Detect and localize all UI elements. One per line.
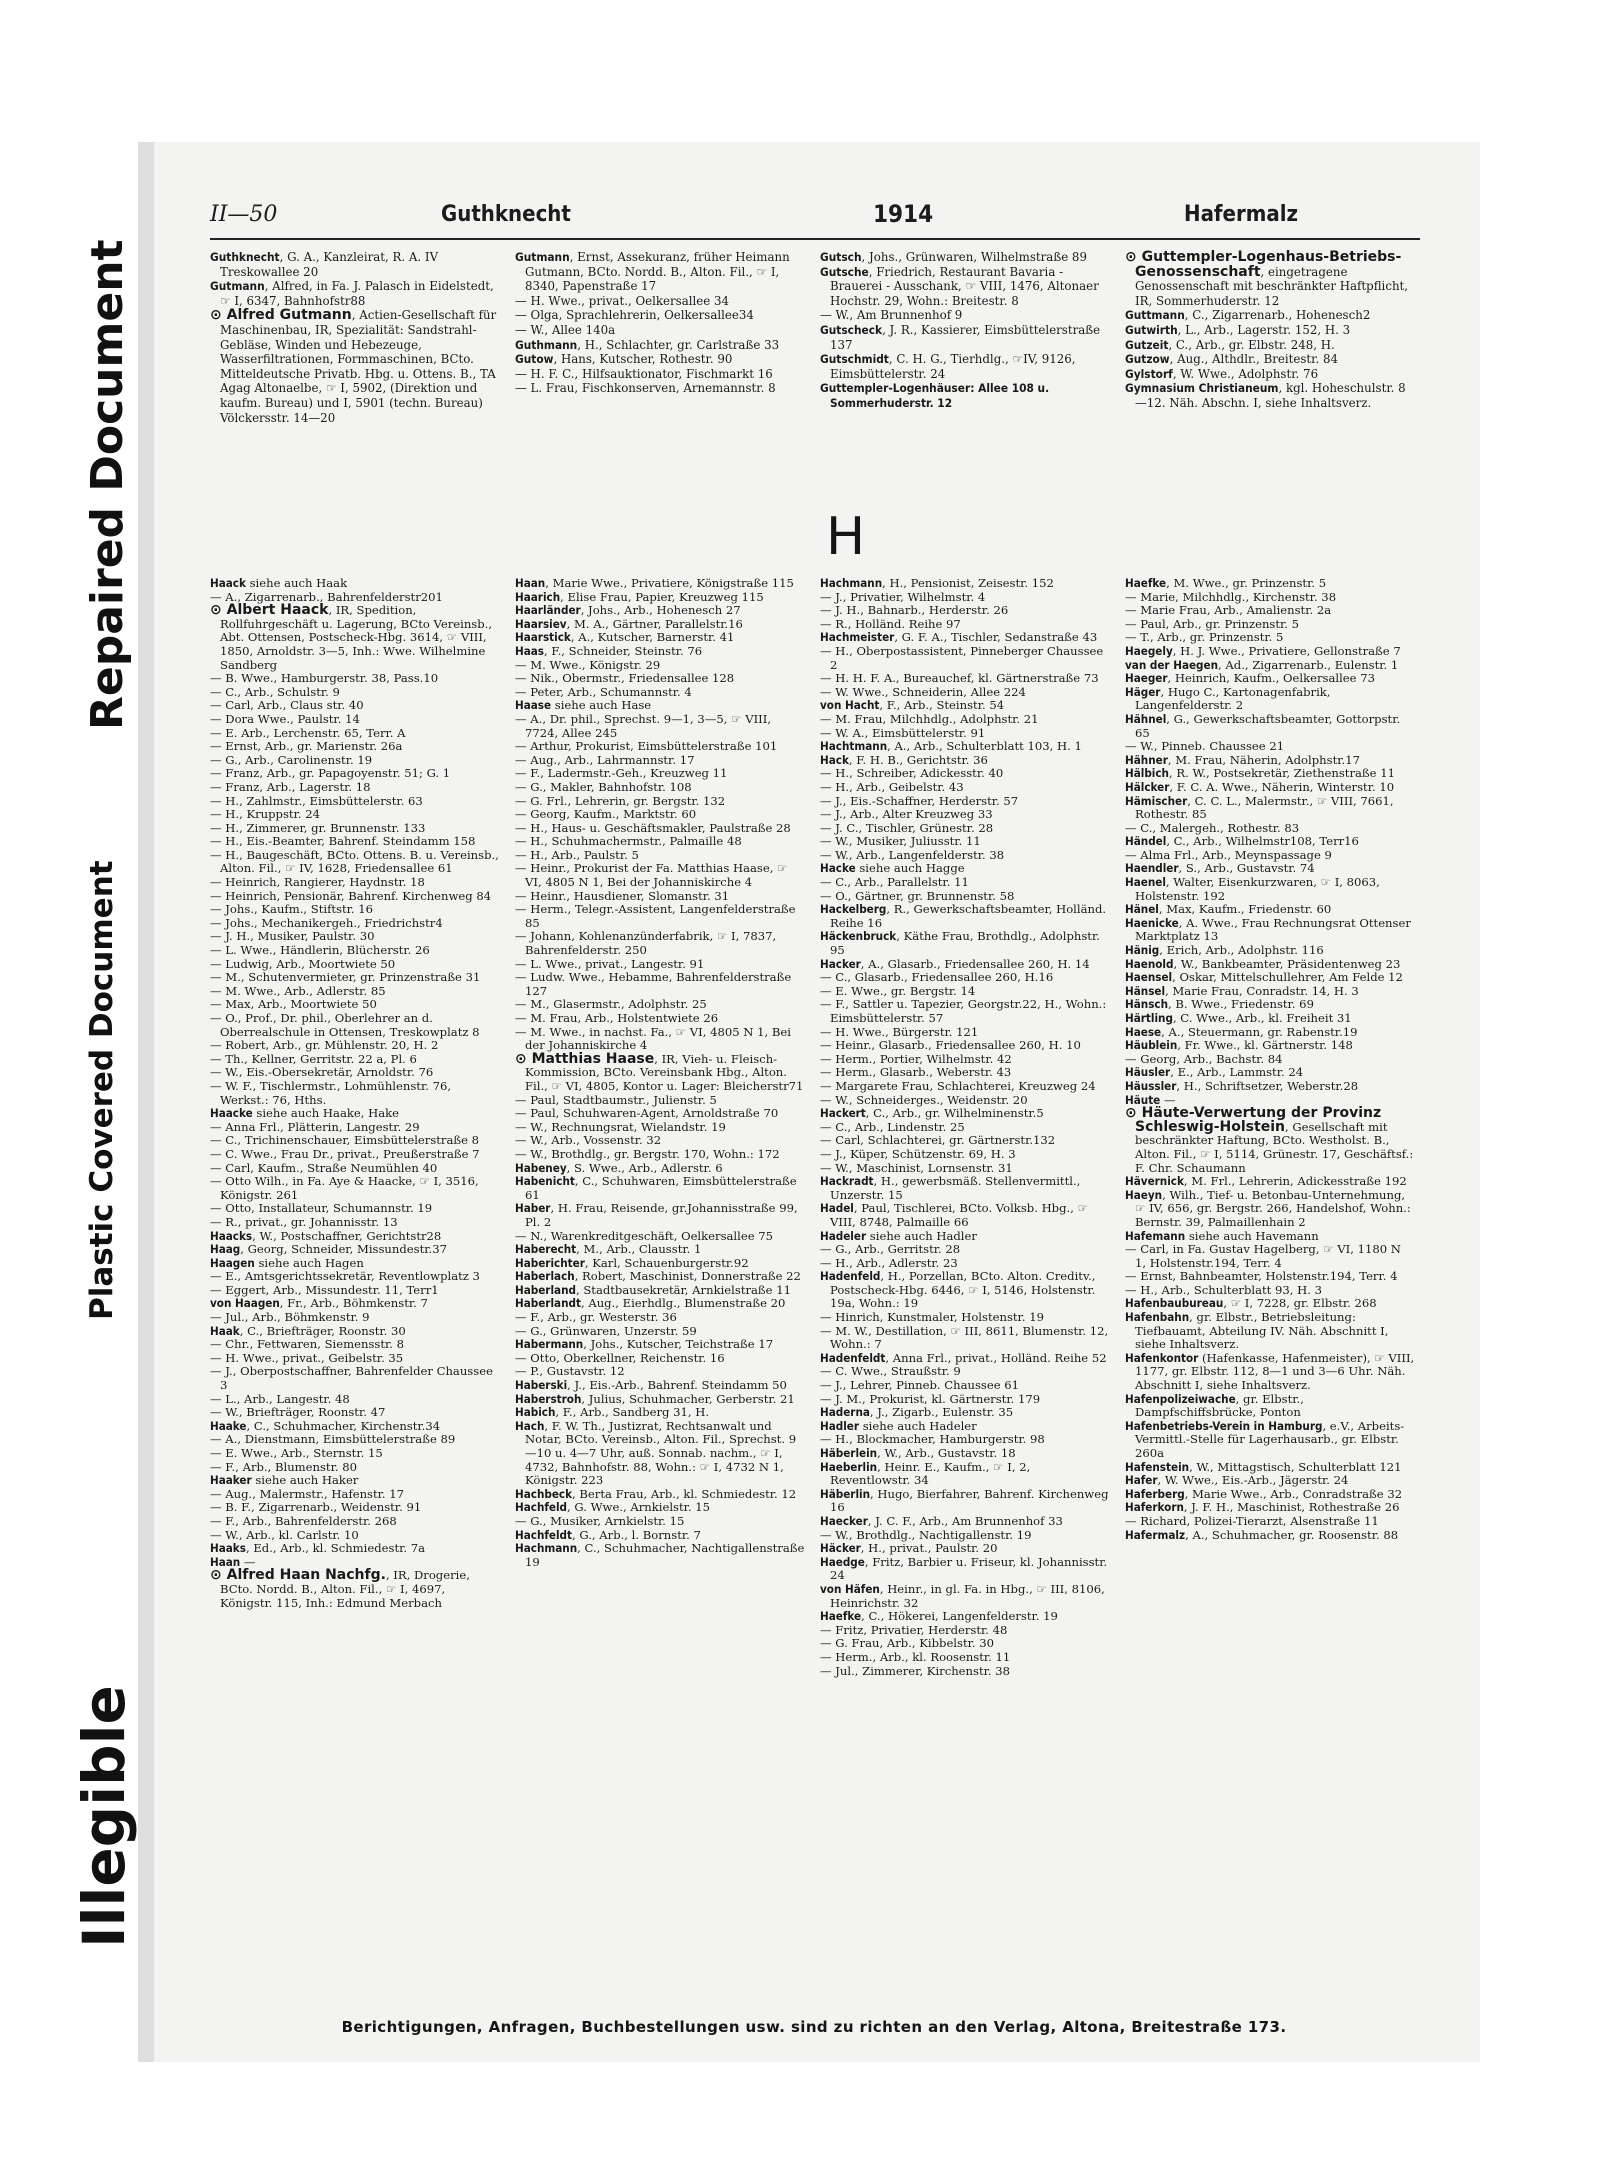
page-header: [210, 198, 1420, 234]
directory-entry: Gutow, Hans, Kutscher, Rothestr. 90: [515, 352, 733, 367]
directory-entry: Hacke siehe auch Hagge: [820, 861, 965, 876]
main-column-4: [1125, 577, 1415, 1997]
directory-entry: Haberstroh, Julius, Schuhmacher, Gerberstr. 21: [515, 1391, 795, 1406]
directory-entry: Häberlein, W., Arb., Gustavstr. 18: [820, 1446, 1016, 1460]
directory-entry: — M. Frau, Arb., Holstentwiete 26: [515, 1011, 719, 1025]
directory-entry: — L. Wwe., Händlerin, Blücherstr. 26: [210, 943, 430, 958]
directory-entry: — H. Wwe., privat., Geibelstr. 35: [210, 1350, 404, 1365]
directory-entry: — Olga, Sprachlehrerin, Oelkersallee34: [515, 308, 754, 323]
directory-entry: — C., Arb., Schulstr. 9: [210, 684, 340, 699]
directory-entry: Hälcker, F. C. A. Wwe., Näherin, Winterstr. 10: [1125, 779, 1395, 794]
directory-entry: — C. Wwe., Frau Dr., privat., Preußerstraße 7: [210, 1146, 480, 1161]
directory-entry: — M., Glasermstr., Adolphstr. 25: [515, 997, 707, 1012]
directory-entry: — N., Warenkreditgeschäft, Oelkersallee 75: [515, 1228, 774, 1243]
directory-entry: Hänig, Erich, Arb., Adolphstr. 116: [1125, 943, 1324, 958]
directory-entry: — Ludwig, Arb., Moortwiete 50: [210, 956, 396, 971]
directory-entry: Gutsche, Friedrich, Restaurant Bavaria - Brauerei - Ausschank, ☞ VIII, 1476, Altonaer Hochstr. 29, Wohn.: Breitestr. 8: [820, 264, 1099, 308]
directory-entry: Hafenbaubureau, ☞ I, 7228, gr. Elbstr. 268: [1125, 1296, 1377, 1311]
directory-entry: Gymnasium Christianeum, kgl. Hoheschulstr. 8—12. Näh. Abschn. I, siehe Inhaltsverz.: [1125, 381, 1406, 410]
directory-entry: Haenold, W., Bankbeamter, Präsidentenweg 23: [1125, 956, 1401, 971]
directory-entry: ⊙ Alfred Gutmann, Actien-Gesellschaft für Maschinenbau, IR, Spezialität: Sandstrahl-Gebläse, Winden und Hebezeuge, Wasserfiltrationen, Formmaschinen, BCto. Mitteldeutsche Privatb. Hbg. u. Ottens. B., TA Agag Altonaelbe, ☞ I, 5902, (Direktion und kaufm. Bureau) und I, 5901 (techn. Bureau) Völckersstr. 14—20: [210, 307, 497, 425]
directory-entry: — Franz, Arb., Lagerstr. 18: [210, 779, 371, 794]
directory-entry: — Arthur, Prokurist, Eimsbüttelerstraße 101: [515, 739, 778, 754]
directory-entry: Hachmann, C., Schuhmacher, Nachtigallenstraße 19: [515, 1541, 805, 1569]
directory-entry: Hachtmann, A., Arb., Schulterblatt 103, H. 1: [820, 739, 1082, 754]
directory-entry: — Ernst, Arb., gr. Marienstr. 26a: [210, 739, 403, 754]
directory-entry: Gutsch, Johs., Grünwaren, Wilhelmstraße 89: [820, 250, 1087, 264]
directory-entry: — G., Grünwaren, Unzerstr. 59: [515, 1323, 697, 1338]
directory-entry: — Nik., Obermstr., Friedensallee 128: [515, 671, 735, 686]
directory-entry: Habich, F., Arb., Sandberg 31, H.: [515, 1405, 710, 1420]
directory-entry: — M. W., Destillation, ☞ III, 8611, Blumenstr. 12, Wohn.: 7: [820, 1323, 1109, 1352]
directory-entry: — Otto, Installateur, Schumannstr. 19: [210, 1201, 433, 1216]
directory-entry: — C., Trichinenschauer, Eimsbüttelerstraße 8: [210, 1133, 480, 1148]
directory-entry: — Heinr., Glasarb., Friedensallee 260, H. 10: [820, 1038, 1081, 1053]
directory-entry: — W., Brothdlg., gr. Bergstr. 170, Wohn.: 172: [515, 1146, 780, 1161]
directory-entry: Haensel, Oskar, Mittelschullehrer, Am Felde 12: [1125, 970, 1403, 985]
directory-entry: Häusler, E., Arb., Lammstr. 24: [1125, 1065, 1304, 1080]
directory-entry: von Hacht, F., Arb., Steinstr. 54: [820, 698, 1005, 713]
directory-entry: Häckenbruck, Käthe Frau, Brothdlg., Adolphstr. 95: [820, 929, 1100, 958]
directory-entry: Hadel, Paul, Tischlerei, BCto. Volksb. Hbg., ☞ VIII, 8748, Palmaille 66: [820, 1201, 1088, 1229]
directory-entry: — W. Wwe., Schneiderin, Allee 224: [820, 684, 1026, 699]
directory-entry: — G., Arb., Gerritstr. 28: [820, 1242, 961, 1257]
directory-entry: — E. Wwe., Arb., Sternstr. 15: [210, 1446, 383, 1460]
directory-entry: — Heinr., Hausdiener, Slomanstr. 31: [515, 888, 730, 903]
header-rule: [210, 238, 1420, 240]
main-column-2: [515, 577, 805, 1997]
directory-entry: Haagen siehe auch Hagen: [210, 1255, 364, 1270]
main-column-3: [820, 577, 1110, 1997]
directory-entry: — W. F., Tischlermstr., Lohmühlenstr. 76, Werkst.: 76, Hths.: [210, 1078, 452, 1107]
top-column-2: [515, 250, 805, 490]
directory-entry: Haberski, J., Eis.-Arb., Bahrenf. Steindamm 50: [515, 1378, 787, 1393]
directory-entry: Haberichter, Karl, Schauenburgerstr.92: [515, 1255, 749, 1270]
top-column-4: [1125, 250, 1415, 490]
directory-entry: Guttmann, C., Zigarrenarb., Hohenesch2: [1125, 308, 1371, 323]
directory-entry: Hachfeld, G. Wwe., Arnkielstr. 15: [515, 1500, 711, 1515]
directory-entry: Hafenbetriebs-Verein in Hamburg, e.V., Arbeits-Vermittl.-Stelle für Lagerhausarb., gr. Elbstr. 260a: [1125, 1418, 1405, 1460]
directory-entry: — T., Arb., gr. Prinzenstr. 5: [1125, 630, 1284, 645]
label-plastic-covered-document: Plastic Covered Document: [84, 860, 120, 1320]
publisher-footer: Berichtigungen, Anfragen, Buchbestellungen usw. sind zu richten an den Verlag, Altona, Breitestraße 173.: [341, 2018, 1287, 2036]
directory-entry: — Peter, Arb., Schumannstr. 4: [515, 684, 692, 699]
page-number: II—50: [210, 202, 278, 227]
directory-entry: Hävernick, M. Frl., Lehrerin, Adickesstraße 192: [1125, 1174, 1407, 1189]
label-repaired-document: Repaired Document: [82, 239, 133, 730]
directory-entry: — W., Musiker, Juliusstr. 11: [820, 834, 981, 849]
directory-entry: Hachfeldt, G., Arb., l. Bornstr. 7: [515, 1527, 701, 1542]
directory-entry: — Otto Wilh., in Fa. Aye & Haacke, ☞ I, 3516, Königstr. 261: [210, 1174, 479, 1202]
directory-entry: Haase siehe auch Hase: [515, 698, 652, 713]
directory-entry: — Ernst, Bahnbeamter, Holstenstr.194, Terr. 4: [1125, 1269, 1398, 1284]
directory-entry: — Carl, Arb., Claus str. 40: [210, 698, 364, 713]
directory-entry: — Dora Wwe., Paulstr. 14: [210, 711, 360, 726]
directory-entry: Haeyn, Wilh., Tief- u. Betonbau-Unternehmung, ☞ IV, 656, gr. Bergstr. 266, Handelshof, Wohn.: Bernstr. 39, Palmaillenhain 2: [1125, 1187, 1411, 1229]
directory-entry: Hähnel, G., Gewerkschaftsbeamter, Gottorpstr. 65: [1125, 711, 1401, 740]
directory-entry: Habenicht, C., Schuhwaren, Eimsbüttelerstraße 61: [515, 1174, 797, 1202]
directory-entry: — W., Schneiderges., Weidenstr. 20: [820, 1092, 1028, 1107]
directory-entry: Haan, Marie Wwe., Privatiere, Königstraße 115: [515, 577, 794, 590]
directory-entry: — H., Arb., Adlerstr. 23: [820, 1255, 958, 1270]
directory-entry: Häcker, H., privat., Paulstr. 20: [820, 1541, 998, 1556]
directory-entry: Guttempler-Logenhäuser: Allee 108 u. Sommerhuderstr. 12: [820, 381, 1050, 410]
directory-entry: — A., Zigarrenarb., Bahrenfelderstr201: [210, 589, 443, 604]
directory-entry: Hadler siehe auch Hadeler: [820, 1418, 977, 1433]
directory-entry: — M. Frau, Milchhdlg., Adolphstr. 21: [820, 711, 1039, 726]
directory-entry: — W., Eis.-Obersekretär, Arnoldstr. 76: [210, 1065, 434, 1080]
directory-entry: — J., Küper, Schützenstr. 69, H. 3: [820, 1146, 1016, 1161]
directory-entry: — H., Schuhmachermstr., Palmaille 48: [515, 834, 742, 849]
directory-entry: Haefke, M. Wwe., gr. Prinzenstr. 5: [1125, 577, 1327, 590]
directory-entry: Hadenfeldt, Anna Frl., privat., Holländ. Reihe 52: [820, 1350, 1107, 1365]
directory-entry: Haeberlin, Heinr. E., Kaufm., ☞ I, 2, Reventlowstr. 34: [820, 1459, 1031, 1488]
directory-entry: — W., Pinneb. Chaussee 21: [1125, 739, 1285, 754]
directory-entry: — M. Wwe., in nachst. Fa., ☞ VI, 4805 N 1, Bei der Johanniskirche 4: [515, 1024, 791, 1053]
label-illegible: Illegible: [70, 1685, 138, 1948]
directory-entry: — W., Arb., Langenfelderstr. 38: [820, 847, 1005, 862]
directory-entry: — W., Brothdlg., Nachtigallenstr. 19: [820, 1527, 1032, 1542]
directory-entry: Haegely, H. J. Wwe., Privatiere, Gellonstraße 7: [1125, 643, 1401, 658]
directory-entry: — W. A., Eimsbüttelerstr. 91: [820, 725, 986, 740]
directory-entry: — O., Gärtner, gr. Brunnenstr. 58: [820, 888, 1015, 903]
header-last-entry: Hafermalz: [1184, 202, 1298, 227]
directory-entry: — E., Amtsgerichtssekretär, Reventlowplatz 3: [210, 1269, 480, 1284]
directory-entry: Habeney, S. Wwe., Arb., Adlerstr. 6: [515, 1160, 723, 1175]
directory-entry: — F., Arb., Bahrenfelderstr. 268: [210, 1513, 397, 1528]
directory-entry: — J., Arb., Alter Kreuzweg 33: [820, 807, 993, 822]
directory-entry: — G. Frl., Lehrerin, gr. Bergstr. 132: [515, 793, 726, 808]
directory-entry: — Herm., Arb., kl. Roosenstr. 11: [820, 1649, 1011, 1664]
directory-entry: — H., Arb., Geibelstr. 43: [820, 779, 964, 794]
directory-entry: Hafer, W. Wwe., Eis.-Arb., Jägerstr. 24: [1125, 1473, 1349, 1488]
directory-entry: — B. F., Zigarrenarb., Weidenstr. 91: [210, 1500, 422, 1515]
directory-entry: — Herm., Telegr.-Assistent, Langenfelderstraße 85: [515, 902, 796, 930]
directory-entry: Haacks, W., Postschaffner, Gerichtstr28: [210, 1228, 442, 1243]
directory-entry: — J. H., Musiker, Paulstr. 30: [210, 929, 375, 944]
directory-entry: von Häfen, Heinr., in gl. Fa. in Hbg., ☞ III, 8106, Heinrichstr. 32: [820, 1581, 1105, 1610]
directory-entry: Hälbich, R. W., Postsekretär, Ziethenstraße 11: [1125, 766, 1395, 781]
directory-entry: Hämischer, C. C. L., Malermstr., ☞ VIII, 7661, Rothestr. 85: [1125, 793, 1394, 822]
annotation-sidebar: [0, 0, 138, 2177]
directory-entry: Haese, A., Steuermann, gr. Rabenstr.19: [1125, 1024, 1358, 1039]
directory-entry: — J., Privatier, Wilhelmstr. 4: [820, 589, 986, 604]
directory-entry: — C., Glasarb., Friedensallee 260, H.16: [820, 970, 1054, 985]
directory-entry: Gutmann, Alfred, in Fa. J. Palasch in Eidelstedt, ☞ I, 6347, Bahnhofstr88: [210, 279, 494, 308]
directory-entry: — M. Wwe., Arb., Adlerstr. 85: [210, 983, 386, 998]
directory-entry: Haedge, Fritz, Barbier u. Friseur, kl. Johannisstr. 24: [820, 1554, 1108, 1583]
directory-entry: — H., Oberpostassistent, Pinneberger Chaussee 2: [820, 643, 1104, 672]
directory-entry: von Haagen, Fr., Arb., Böhmkenstr. 7: [210, 1296, 428, 1311]
directory-entry: — O., Prof., Dr. phil., Oberlehrer an d. Oberrealschule in Ottensen, Treskowplatz 8: [210, 1011, 480, 1039]
directory-entry: Haber, H. Frau, Reisende, gr.Johannisstraße 99, Pl. 2: [515, 1201, 798, 1229]
directory-entry: — Georg, Kaufm., Marktstr. 60: [515, 807, 697, 822]
directory-entry: Hafermalz, A., Schuhmacher, gr. Roosenstr. 88: [1125, 1527, 1399, 1542]
directory-entry: — W., Arb., Vossenstr. 32: [515, 1133, 662, 1148]
directory-entry: — M., Schutenvermieter, gr. Prinzenstraße 31: [210, 970, 481, 985]
directory-entry: — Fritz, Privatier, Herderstr. 48: [820, 1622, 1008, 1637]
directory-entry: Haberland, Stadtbausekretär, Arnkielstraße 11: [515, 1282, 791, 1297]
top-column-3: [820, 250, 1110, 490]
directory-entry: Haefke, C., Hökerei, Langenfelderstr. 19: [820, 1609, 1058, 1624]
directory-entry: Häussler, H., Schriftsetzer, Weberstr.28: [1125, 1078, 1359, 1093]
directory-entry: Hackelberg, R., Gewerkschaftsbeamter, Holländ. Reihe 16: [820, 902, 1107, 930]
directory-entry: — Franz, Arb., gr. Papagoyenstr. 51; G. 1: [210, 766, 451, 781]
directory-entry: Häberlin, Hugo, Bierfahrer, Bahrenf. Kirchenweg 16: [820, 1486, 1109, 1515]
directory-entry: ⊙ Guttempler-Logenhaus-Betriebs-Genossenschaft, eingetragene Genossenschaft mit beschränkter Haftpflicht, IR, Sommerhuderstr. 12: [1125, 250, 1409, 308]
directory-entry: — W., Briefträger, Roonstr. 47: [210, 1405, 386, 1420]
directory-entry: — Johs., Mechanikergeh., Friedrichstr4: [210, 915, 443, 930]
directory-entry: Häublein, Fr. Wwe., kl. Gärtnerstr. 148: [1125, 1038, 1353, 1053]
directory-entry: — F., Ladermstr.-Geh., Kreuzweg 11: [515, 766, 728, 781]
directory-entry: ⊙ Albert Haack, IR, Spedition, Rollfuhrgeschäft u. Lagerung, BCto Vereinsb., Abt. Ottensen, Postscheck-Hbg. 3614, ☞ VIII, 1850, Arnoldstr. 3—5, Inh.: Wwe. Wilhelmine Sandberg: [210, 602, 493, 672]
directory-entry: — Aug., Arb., Lahrmannstr. 17: [515, 752, 695, 767]
directory-entry: — G., Arb., Carolinenstr. 19: [210, 752, 373, 767]
directory-entry: — Heinr., Prokurist der Fa. Matthias Haase, ☞ VI, 4805 N 1, Bei der Johanniskirche 4: [515, 861, 788, 890]
directory-entry: — F., Arb., Blumenstr. 80: [210, 1459, 357, 1474]
directory-entry: Haan —: [210, 1554, 256, 1569]
directory-entry: Haberlandt, Aug., Eierhdlg., Blumenstraße 20: [515, 1296, 786, 1311]
directory-entry: Haeger, Heinrich, Kaufm., Oelkersallee 73: [1125, 671, 1375, 686]
directory-entry: — H. F. C., Hilfsauktionator, Fischmarkt 16: [515, 366, 773, 381]
directory-entry: — F., Arb., gr. Westerstr. 36: [515, 1310, 677, 1325]
directory-entry: — Jul., Arb., Böhmkenstr. 9: [210, 1310, 370, 1325]
directory-entry: — W., Am Brunnenhof 9: [820, 308, 963, 323]
directory-entry: Hackradt, H., gewerbsmäß. Stellenvermittl., Unzerstr. 15: [820, 1174, 1081, 1202]
directory-entry: van der Haegen, Ad., Zigarrenarb., Eulenstr. 1: [1125, 657, 1399, 672]
directory-entry: Händel, C., Arb., Wilhelmstr108, Terr16: [1125, 834, 1359, 849]
directory-entry: — Max, Arb., Moortwiete 50: [210, 997, 377, 1012]
header-first-entry: Guthknecht: [441, 202, 571, 227]
directory-entry: — H., Kruppstr. 24: [210, 807, 320, 822]
directory-page: [154, 142, 1480, 2062]
directory-entry: — Herm., Glasarb., Weberstr. 43: [820, 1065, 1012, 1080]
directory-entry: — Th., Kellner, Gerritstr. 22 a, Pl. 6: [210, 1051, 417, 1066]
directory-entry: Härtling, C. Wwe., Arb., kl. Freiheit 31: [1125, 1011, 1352, 1025]
directory-entry: Guthknecht, G. A., Kanzleirat, R. A. IV Treskowallee 20: [210, 250, 439, 279]
directory-entry: Gutmann, Ernst, Assekuranz, früher Heimann Gutmann, BCto. Nordd. B., Alton. Fil., ☞ I, 8340, Papenstraße 17: [515, 250, 790, 294]
directory-entry: — J. H., Bahnarb., Herderstr. 26: [820, 603, 1009, 618]
directory-entry: — H., Eis.-Beamter, Bahrenf. Steindamm 158: [210, 834, 476, 849]
directory-entry: — Herm., Portier, Wilhelmstr. 42: [820, 1051, 1012, 1066]
directory-entry: — H., Arb., Paulstr. 5: [515, 847, 639, 862]
directory-entry: Hafenkontor (Hafenkasse, Hafenmeister), ☞ VIII, 1177, gr. Elbstr. 112, 8—1 und 3—6 Uhr. Näh. Abschnitt I, siehe Inhaltsverz.: [1125, 1350, 1415, 1393]
directory-entry: — Otto, Oberkellner, Reichenstr. 16: [515, 1350, 725, 1365]
directory-entry: Häger, Hugo C., Kartonagenfabrik, Langenfelderstr. 2: [1125, 684, 1331, 713]
directory-entry: Häute —: [1125, 1092, 1176, 1107]
directory-entry: — Paul, Schuhwaren-Agent, Arnoldstraße 70: [515, 1106, 779, 1121]
directory-entry: — B. Wwe., Hamburgerstr. 38, Pass.10: [210, 671, 439, 686]
directory-entry: Haak, C., Briefträger, Roonstr. 30: [210, 1323, 406, 1338]
directory-entry: — Heinrich, Rangierer, Haydnstr. 18: [210, 875, 425, 890]
directory-entry: Haberecht, M., Arb., Clausstr. 1: [515, 1242, 702, 1257]
directory-entry: Hafenstein, W., Mittagstisch, Schulterblatt 121: [1125, 1459, 1402, 1474]
directory-entry: — J. M., Prokurist, kl. Gärtnerstr. 179: [820, 1391, 1041, 1406]
directory-entry: — H., Haus- u. Geschäftsmakler, Paulstraße 28: [515, 820, 791, 835]
directory-entry: — C., Arb., Parallelstr. 11: [820, 875, 969, 890]
directory-entry: Haderna, J., Zigarb., Eulenstr. 35: [820, 1405, 1014, 1420]
directory-entry: Hänsch, B. Wwe., Friedenstr. 69: [1125, 997, 1314, 1012]
top-columns: [210, 250, 1420, 490]
directory-entry: — H., Arb., Schulterblatt 93, H. 3: [1125, 1282, 1323, 1297]
directory-entry: Haferberg, Marie Wwe., Arb., Conradstraße 32: [1125, 1486, 1403, 1501]
directory-entry: — M. Wwe., Königstr. 29: [515, 657, 661, 672]
directory-entry: — J. C., Tischler, Grünestr. 28: [820, 820, 994, 835]
directory-entry: — A., Dr. phil., Sprechst. 9—1, 3—5, ☞ VIII, 7724, Allee 245: [515, 711, 772, 740]
directory-entry: Hacker, A., Glasarb., Friedensallee 260, H. 14: [820, 956, 1090, 971]
directory-entry: — Carl, Schlachterei, gr. Gärtnerstr.132: [820, 1133, 1056, 1148]
directory-entry: Hachmann, H., Pensionist, Zeisestr. 152: [820, 577, 1054, 590]
directory-entry: — E. Arb., Lerchenstr. 65, Terr. A: [210, 725, 406, 740]
directory-entry: Hafenpolizeiwache, gr. Elbstr., Dampfschiffsbrücke, Ponton: [1125, 1391, 1304, 1420]
directory-entry: Haarsiev, M. A., Gärtner, Parallelstr.16: [515, 616, 743, 631]
directory-entry: — Chr., Fettwaren, Siemensstr. 8: [210, 1337, 405, 1352]
directory-entry: — H. H. F. A., Bureauchef, kl. Gärtnerstraße 73: [820, 671, 1099, 686]
directory-entry: Gylstorf, W. Wwe., Adolphstr. 76: [1125, 366, 1319, 381]
directory-entry: Gutzeit, C., Arb., gr. Elbstr. 248, H.: [1125, 337, 1335, 352]
directory-entry: Hackert, C., Arb., gr. Wilhelminenstr.5: [820, 1106, 1044, 1121]
directory-entry: — G., Makler, Bahnhofstr. 108: [515, 779, 692, 794]
scanned-page: [138, 142, 1480, 2062]
section-letter: H: [826, 507, 866, 567]
directory-entry: Hänel, Max, Kaufm., Friedenstr. 60: [1125, 902, 1332, 917]
directory-entry: ⊙ Matthias Haase, IR, Vieh- u. Fleisch-Kommission, BCto. Vereinsbank Hbg., Alton. Fil., ☞ VI, 4805, Kontor u. Lager: Bleicherstr71: [515, 1050, 804, 1093]
directory-entry: Haack siehe auch Haak: [210, 577, 348, 590]
directory-entry: Haag, Georg, Schneider, Missundestr.37: [210, 1242, 447, 1257]
directory-entry: Hadenfeld, H., Porzellan, BCto. Alton. Creditv., Postscheck-Hbg. 6446, ☞ I, 5146, Holstenstr. 19a, Wohn.: 19: [820, 1269, 1096, 1311]
directory-entry: Hachbeck, Berta Frau, Arb., kl. Schmiedestr. 12: [515, 1486, 797, 1501]
directory-entry: — J., Oberpostschaffner, Bahrenfelder Chaussee 3: [210, 1364, 493, 1393]
directory-entry: Haaker siehe auch Haker: [210, 1473, 359, 1488]
directory-entry: — P., Gustavstr. 12: [515, 1364, 625, 1379]
directory-entry: — Carl, Kaufm., Straße Neumühlen 40: [210, 1160, 438, 1175]
directory-entry: ⊙ Alfred Haan Nachfg., IR, Drogerie, BCto. Nordd. B., Alton. Fil., ☞ I, 4697, Königstr. 115, Inh.: Edmund Merbach: [210, 1567, 470, 1610]
directory-entry: Haarländer, Johs., Arb., Hohenesch 27: [515, 603, 741, 618]
directory-entry: — H., Blockmacher, Hamburgerstr. 98: [820, 1432, 1045, 1447]
directory-entry: — Alma Frl., Arb., Meynspassage 9: [1125, 847, 1332, 862]
directory-entry: Hadeler siehe auch Hadler: [820, 1228, 977, 1243]
directory-entry: Gutscheck, J. R., Kassierer, Eimsbüttelerstraße 137: [820, 322, 1101, 352]
directory-entry: Haake, C., Schuhmacher, Kirchenstr.34: [210, 1418, 441, 1433]
directory-entry: — Marie, Milchhdlg., Kirchenstr. 38: [1125, 589, 1337, 604]
directory-entry: Hach, F. W. Th., Justizrat, Rechtsanwalt und Notar, BCto. Vereinsb., Alton. Fil., Sprechst. 9—10 u. 4—7 Uhr, auß. Sonnab. nachm., ☞ I, 4732, Bahnhofstr. 88, Wohn.: ☞ I, 4732 N 1, Königstr. 223: [515, 1418, 797, 1488]
directory-entry: — Jul., Zimmerer, Kirchenstr. 38: [820, 1663, 1011, 1678]
directory-entry: — C. Wwe., Straußstr. 9: [820, 1364, 961, 1379]
directory-entry: Haendler, S., Arb., Gustavstr. 74: [1125, 861, 1315, 876]
directory-entry: — G. Frau, Arb., Kibbelstr. 30: [820, 1636, 995, 1651]
directory-entry: — H., Zahlmstr., Eimsbüttelerstr. 63: [210, 793, 423, 808]
directory-entry: Haacke siehe auch Haake, Hake: [210, 1106, 400, 1121]
directory-entry: Habermann, Johs., Kutscher, Teichstraße 17: [515, 1337, 774, 1352]
directory-entry: Gutschmidt, C. H. G., Tierhdlg., ☞IV, 9126, Eimsbüttelerstr. 24: [820, 352, 1076, 381]
directory-entry: — E. Wwe., gr. Bergstr. 14: [820, 983, 976, 998]
header-year: 1914: [873, 200, 934, 228]
directory-entry: — R., Holländ. Reihe 97: [820, 616, 961, 631]
directory-entry: — L. Wwe., privat., Langestr. 91: [515, 956, 705, 971]
directory-entry: — H., Schreiber, Adickesstr. 40: [820, 766, 1004, 781]
main-column-1: [210, 577, 500, 1997]
directory-entry: — Robert, Arb., gr. Mühlenstr. 20, H. 2: [210, 1038, 439, 1053]
directory-entry: — A., Dienstmann, Eimsbüttelerstraße 89: [210, 1432, 456, 1447]
directory-entry: — W., Arb., kl. Carlstr. 10: [210, 1527, 359, 1542]
directory-entry: Guthmann, H., Schlachter, gr. Carlstraße 33: [515, 337, 780, 352]
directory-entry: — W., Allee 140a: [515, 322, 616, 337]
directory-entry: — Margarete Frau, Schlachterei, Kreuzweg 24: [820, 1078, 1096, 1093]
directory-entry: — L., Arb., Langestr. 48: [210, 1391, 350, 1406]
directory-entry: Hänsel, Marie Frau, Conradstr. 14, H. 3: [1125, 983, 1359, 998]
directory-entry: — H., Baugeschäft, BCto. Ottens. B. u. Vereinsb., Alton. Fil., ☞ IV, 1628, Friedensallee 61: [210, 847, 499, 876]
directory-entry: — C., Malergeh., Rothestr. 83: [1125, 820, 1300, 835]
directory-entry: — F., Sattler u. Tapezier, Georgstr.22, H., Wohn.: Eimsbüttelerstr. 57: [820, 997, 1107, 1025]
directory-entry: — J., Lehrer, Pinneb. Chaussee 61: [820, 1378, 1020, 1393]
directory-entry: Haenel, Walter, Eisenkurzwaren, ☞ I, 8063, Holstenstr. 192: [1125, 875, 1380, 903]
directory-entry: Gutzow, Aug., Althdlr., Breitestr. 84: [1125, 352, 1339, 367]
directory-entry: — Anna Frl., Plätterin, Langestr. 29: [210, 1119, 420, 1134]
directory-entry: Haenicke, A. Wwe., Frau Rechnungsrat Ottenser Marktplatz 13: [1125, 915, 1411, 944]
directory-entry: — W., Rechnungsrat, Wielandstr. 19: [515, 1119, 726, 1134]
directory-entry: — Georg, Arb., Bachstr. 84: [1125, 1051, 1283, 1066]
directory-entry: Haferkorn, J. F. H., Maschinist, Rothestraße 26: [1125, 1500, 1400, 1515]
directory-entry: Haarich, Elise Frau, Papier, Kreuzweg 115: [515, 589, 764, 604]
directory-entry: — H. Wwe., privat., Oelkersallee 34: [515, 293, 729, 308]
directory-entry: — R., privat., gr. Johannisstr. 13: [210, 1214, 398, 1229]
directory-entry: — Paul, Stadtbaumstr., Julienstr. 5: [515, 1092, 717, 1107]
directory-entry: — L. Frau, Fischkonserven, Arnemannstr. 8: [515, 381, 776, 396]
directory-entry: Hafenbahn, gr. Elbstr., Betriebsleitung: Tiefbauamt, Abteilung IV. Näh. Abschnitt I, siehe Inhaltsverz.: [1125, 1310, 1389, 1352]
main-columns: [210, 577, 1420, 1997]
directory-entry: — H. Wwe., Bürgerstr. 121: [820, 1024, 979, 1039]
directory-entry: — C., Arb., Lindenstr. 25: [820, 1119, 965, 1134]
directory-entry: Haberlach, Robert, Maschinist, Donnerstraße 22: [515, 1269, 801, 1284]
directory-entry: Haecker, J. C. F., Arb., Am Brunnenhof 33: [820, 1513, 1063, 1528]
directory-entry: Hafemann siehe auch Havemann: [1125, 1228, 1319, 1243]
directory-entry: — Richard, Polizei-Tierarzt, Alsenstraße 11: [1125, 1513, 1379, 1528]
directory-entry: Hachmeister, G. F. A., Tischler, Sedanstraße 43: [820, 630, 1098, 645]
directory-entry: Hähner, M. Frau, Näherin, Adolphstr.17: [1125, 752, 1360, 767]
directory-entry: — Heinrich, Pensionär, Bahrenf. Kirchenweg 84: [210, 888, 492, 903]
directory-entry: — J., Eis.-Schaffner, Herderstr. 57: [820, 793, 1019, 808]
directory-entry: — Johann, Kohlenanzünderfabrik, ☞ I, 7837, Bahrenfelderstr. 250: [515, 929, 777, 958]
directory-entry: Haarstick, A., Kutscher, Barnerstr. 41: [515, 630, 735, 645]
directory-entry: — Johs., Kaufm., Stiftstr. 16: [210, 902, 374, 917]
directory-entry: — Paul, Arb., gr. Prinzenstr. 5: [1125, 616, 1300, 631]
directory-entry: Haaks, Ed., Arb., kl. Schmiedestr. 7a: [210, 1541, 426, 1556]
directory-entry: Haas, F., Schneider, Steinstr. 76: [515, 643, 703, 658]
directory-entry: — G., Musiker, Arnkielstr. 15: [515, 1513, 685, 1528]
directory-entry: Hack, F. H. B., Gerichtstr. 36: [820, 752, 988, 767]
directory-entry: — W., Maschinist, Lornsenstr. 31: [820, 1160, 1013, 1175]
directory-entry: — Marie Frau, Arb., Amalienstr. 2a: [1125, 603, 1332, 618]
directory-entry: — Carl, in Fa. Gustav Hagelberg, ☞ VI, 1180 N 1, Holstenstr.194, Terr. 4: [1125, 1242, 1401, 1270]
directory-entry: — Aug., Malermstr., Hafenstr. 17: [210, 1486, 405, 1501]
directory-entry: — H., Zimmerer, gr. Brunnenstr. 133: [210, 820, 426, 835]
directory-entry: — Hinrich, Kunstmaler, Holstenstr. 19: [820, 1310, 1044, 1325]
directory-entry: Gutwirth, L., Arb., Lagerstr. 152, H. 3: [1125, 322, 1351, 337]
directory-entry: ⊙ Häute-Verwertung der Provinz Schleswig-Holstein, Gesellschaft mit beschränkter Haftung, BCto. Westholst. B., Alton. Fil., ☞ I, 5114, Grünestr. 17, Geschäftsf.: F. Chr. Schaumann: [1125, 1105, 1414, 1175]
directory-entry: — Ludw. Wwe., Hebamme, Bahrenfelderstraße 127: [515, 970, 792, 998]
directory-entry: — Eggert, Arb., Missundestr. 11, Terr1: [210, 1282, 439, 1297]
top-column-1: [210, 250, 500, 490]
